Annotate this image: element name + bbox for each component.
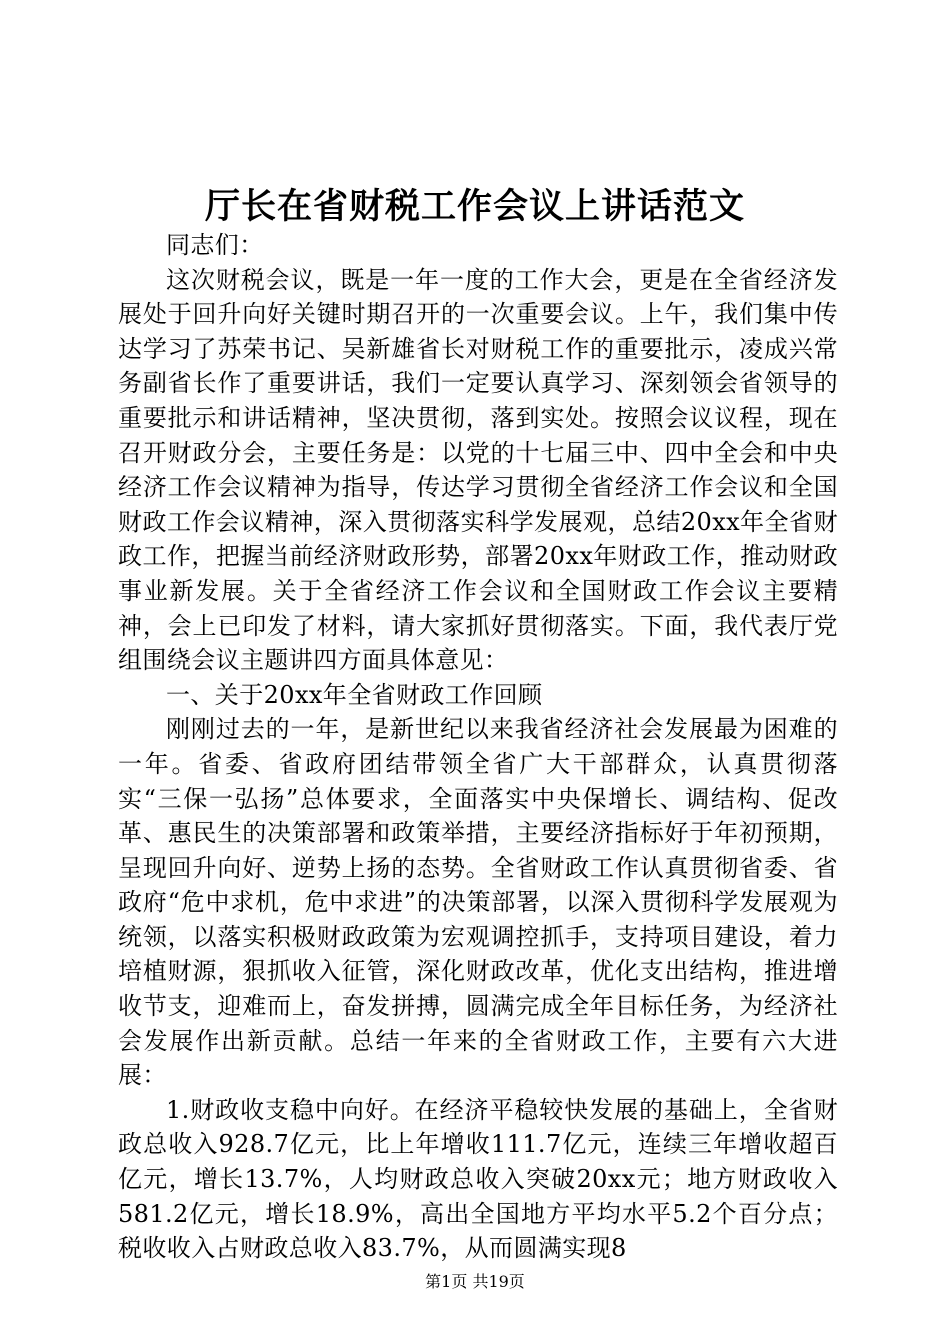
section-heading: 一、关于20xx年全省财政工作回顾 — [166, 680, 543, 709]
salutation-paragraph: 同志们： — [166, 231, 264, 259]
document-title: 厅长在省财税工作会议上讲话范文 — [204, 186, 745, 227]
document-body — [118, 228, 838, 1266]
revenue-paragraph: 1.财政收支稳中向好。在经济平稳较快发展的基础上，全省财政总收入928.7亿元，比上年增收111.7亿元，连续三年增收超百亿元，增长13.7%，人均财政总收入突破20xx元；地方财政收入581.2亿元，增长18.9%，高出全国地方平均水平5.2个百分点；税收收入占财政总收入83.7%，从而圆满实现8 — [118, 1095, 838, 1263]
page-number-footer: 第1页 共19页 — [425, 1272, 525, 1291]
review-paragraph: 刚刚过去的一年，是新世纪以来我省经济社会发展最为困难的一年。省委、省政府团结带领全省广大干部群众，认真贯彻落实“三保一弘扬”总体要求，全面落实中央保增长、调结构、促改革、惠民生的决策部署和政策举措，主要经济指标好于年初预期，呈现回升向好、逆势上扬的态势。全省财政工作认真贯彻省委、省政府“危中求机，危中求进”的决策部署，以深入贯彻科学发展观为统领，以落实积极财政政策为宏观调控抓手，支持项目建设，着力培植财源，狠抓收入征管，深化财政改革，优化支出结构，推进增收节支，迎难而上，奋发拼搏，圆满完成全年目标任务，为经济社会发展作出新贡献。总结一年来的全省财政工作，主要有六大进展： — [118, 715, 838, 1090]
intro-paragraph: 这次财税会议，既是一年一度的工作大会，更是在全省经济发展处于回升向好关键时期召开的一次重要会议。上午，我们集中传达学习了苏荣书记、吴新雄省长对财税工作的重要批示，凌成兴常务副省长作了重要讲话，我们一定要认真学习、深刻领会省领导的重要批示和讲话精神，坚决贯彻，落到实处。按照会议议程，现在召开财政分会，主要任务是：以党的十七届三中、四中全会和中央经济工作会议精神为指导，传达学习贯彻全省经济工作会议和全国财政工作会议精神，深入贯彻落实科学发展观，总结20xx年全省财政工作，把握当前经济财政形势，部署20xx年财政工作，推动财政事业新发展。关于全省经济工作会议和全国财政工作会议主要精神，会上已印发了材料，请大家抓好贯彻落实。下面，我代表厅党组围绕会议主题讲四方面具体意见： — [118, 265, 838, 675]
